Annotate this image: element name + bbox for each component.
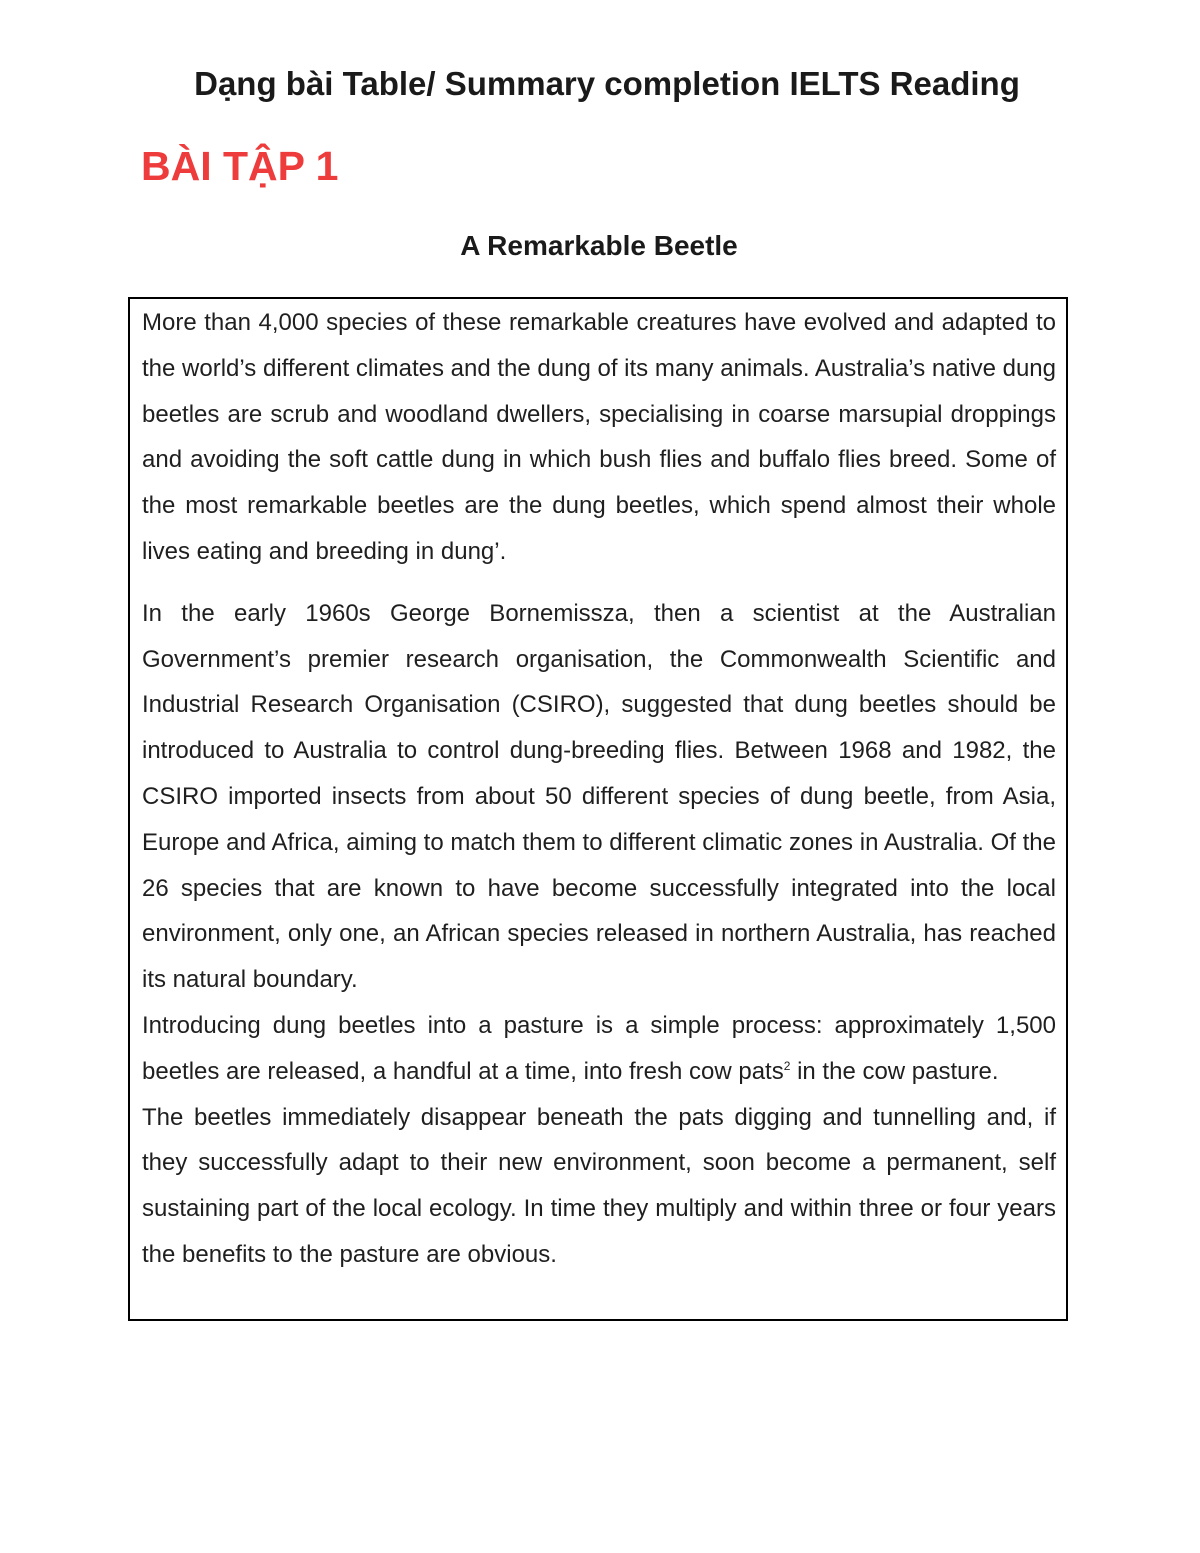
exercise-heading: BÀI TẬP 1 <box>141 143 339 189</box>
passage-title: A Remarkable Beetle <box>460 230 738 261</box>
document-title: Dạng bài Table/ Summary completion IELTS Reading <box>194 65 1020 102</box>
passage-paragraph-3-text: Introducing dung beetles into a pasture is a simple process: approximately 1,500 beetles are released, a handful at a time, into fresh cow pats <box>142 1011 1056 1085</box>
passage-paragraph-3 <box>142 1003 1056 1095</box>
footnote-marker: 2 <box>783 1058 791 1073</box>
passage-paragraph-3-continuation: in the cow pasture. <box>790 1057 999 1085</box>
passage-paragraph-2: In the early 1960s George Bornemissza, then a scientist at the Australian Government’s premier research organisation, the Commonwealth Scientific and Industrial Research Organisation (CSIRO), suggested that dung beetles should be introduced to Australia to control dung-breeding flies. Between 1968 and 1982, the CSIRO imported insects from about 50 different species of dung beetle, from Asia, Europe and Africa, aiming to match them to different climatic zones in Australia. Of the 26 species that are known to have become successfully integrated into the local environment, only one, an African species released in northern Australia, has reached its natural boundary. <box>142 599 1056 994</box>
passage-box <box>128 297 1068 1321</box>
passage-paragraph-4: The beetles immediately disappear beneath the pats digging and tunnelling and, if they successfully adapt to their new environment, soon become a permanent, self sustaining part of the local ecology. In time they multiply and within three or four years the benefits to the pasture are obvious. <box>142 1103 1056 1268</box>
passage-paragraph-1: More than 4,000 species of these remarkable creatures have evolved and adapted to the world’s different climates and the dung of its many animals. Australia’s native dung beetles are scrub and woodland dwellers, specialising in coarse marsupial droppings and avoiding the soft cattle dung in which bush flies and buffalo flies breed. Some of the most remarkable beetles are the dung beetles, which spend almost their whole lives eating and breeding in dung’. <box>142 309 1056 565</box>
